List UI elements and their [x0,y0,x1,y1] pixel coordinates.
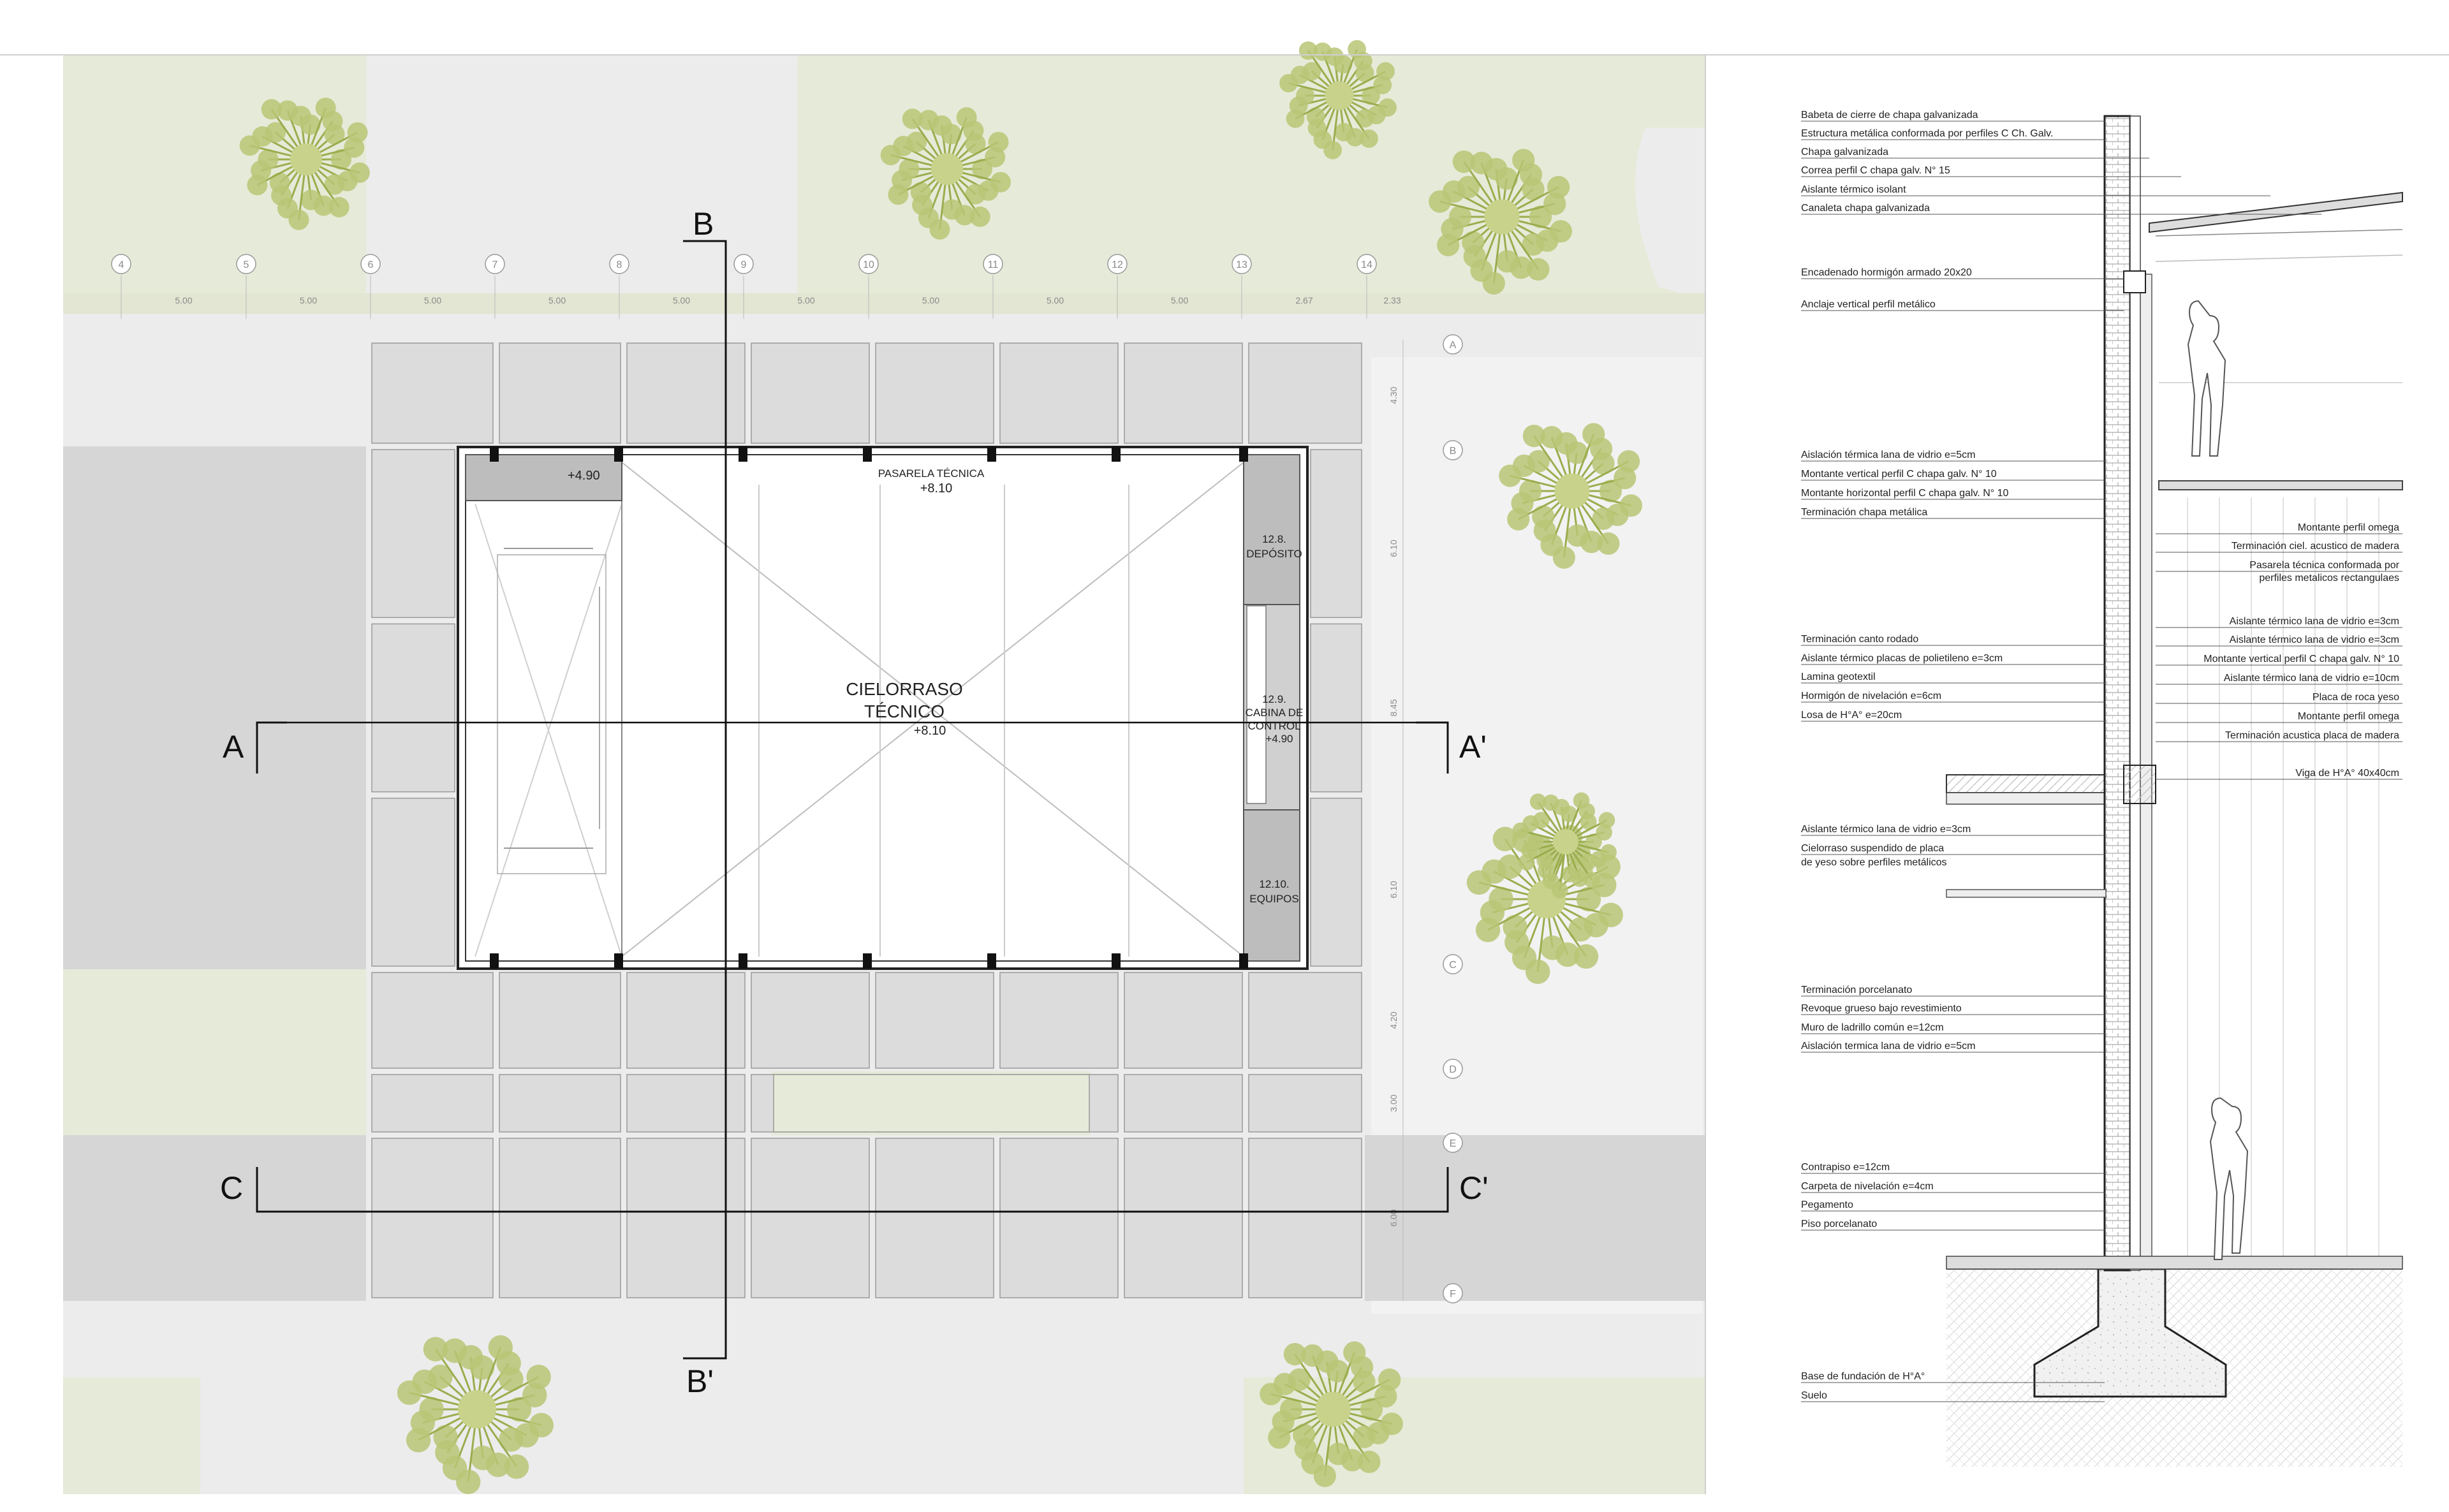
section-label: Carpeta de nivelación e=4cm [1801,1181,1934,1192]
row-dimension: 3.00 [1388,1094,1399,1112]
equipos-name: EQUIPOS [1249,893,1299,905]
section-marker-b-top: B [693,206,714,242]
structural-column [863,446,872,462]
pasarela-label: PASARELA TÉCNICA [878,467,985,480]
grid-letter-marker [1443,1133,1462,1152]
paving-tile [1311,624,1362,791]
paving-tile [1124,343,1242,443]
svg-text:8: 8 [616,260,622,270]
section-marker-a-right: A' [1459,729,1487,765]
section-label: Placa de roca yeso [2312,692,2399,703]
section-label: Terminación chapa metálica [1801,507,1928,518]
paving-tile [372,1138,493,1298]
equipos-number: 12.10. [1259,878,1290,890]
grid-dimension: 5.00 [175,295,193,305]
leader-lines [1801,121,2402,1402]
svg-text:7: 7 [492,260,498,270]
section-label: Piso porcelanato [1801,1219,1878,1229]
section-label: Encadenado hormigón armado 20x20 [1801,267,1972,278]
paving-tile [1000,1138,1118,1298]
grid-dimension: 5.00 [922,295,940,305]
svg-text:D: D [1449,1064,1457,1075]
section-label: Montante vertical perfil C chapa galv. N° 10 [1801,469,1997,480]
paving-tile [1000,973,1118,1068]
section-labels-right [2203,522,2399,779]
paving-tile [1311,798,1362,966]
person-figure [2210,1098,2247,1259]
svg-text:12: 12 [1112,260,1123,270]
structural-column [490,446,499,462]
dark-band [63,446,366,969]
grid-dimension: 5.00 [548,295,566,305]
paving-tile [751,973,869,1068]
paving-tile [372,973,493,1068]
structural-column [987,953,996,969]
svg-text:13: 13 [1236,260,1247,270]
section-label: Aislante térmico isolant [1801,184,1906,195]
row-dimension: 6.00 [1388,1209,1399,1227]
suspended-ceiling [1946,890,2106,897]
dark-band [63,1135,366,1301]
paving-tile [372,450,455,617]
structural-column [1239,953,1248,969]
grid-dimension: 5.00 [1170,295,1189,305]
section-label: Terminación acustica placa de madera [2225,730,2399,741]
row-dimension: 6.10 [1388,539,1399,557]
svg-text:E: E [1449,1138,1457,1149]
deposito-number: 12.8. [1262,533,1286,545]
section-label: Babeta de cierre de chapa galvanizada [1801,110,1978,121]
section-label: Viga de H°A° 40x40cm [2295,768,2399,779]
structural-column [614,446,623,462]
stair-level: +4.90 [568,469,600,483]
paving-tile [1124,1138,1242,1298]
section-label: Hormigón de nivelación e=6cm [1801,691,1942,701]
wall-section-detail [1801,110,2402,1467]
section-label: Terminación canto rodado [1801,634,1919,645]
grid-dimension: 5.00 [672,295,691,305]
grid-letter-marker [1443,955,1462,974]
section-label: perfiles metalicos rectangulaes [2259,573,2399,584]
paving-tile [751,1138,869,1298]
section-label: Canaleta chapa galvanizada [1801,203,1930,214]
beam [2124,765,2156,804]
section-label: Aislante térmico lana de vidrio e=3cm [2229,616,2399,627]
svg-text:5: 5 [243,260,249,270]
section-label: Pasarela técnica conformada por [2249,560,2399,571]
svg-text:11: 11 [987,260,999,270]
deposito [1244,455,1300,605]
paving-tile [1249,343,1362,443]
section-label: Muro de ladrillo común e=12cm [1801,1022,1944,1033]
section-label: Estructura metálica conformada por perfiles C Ch. Galv. [1801,128,2054,139]
grid-dimension: 5.00 [797,295,815,305]
section-marker-a-left: A [223,729,244,765]
paving-tile [1249,1138,1362,1298]
section-label: de yeso sobre perfiles metálicos [1801,857,1947,868]
cielorraso-line2: TÉCNICO [864,701,945,721]
section-label: Terminación porcelanato [1801,985,1913,995]
paving-tile [627,343,745,443]
section-marker-c-right: C' [1459,1170,1489,1206]
row-dimension: 4.20 [1388,1011,1399,1029]
section-label: Base de fundación de H°A° [1801,1371,1925,1382]
grid-dimension: 5.00 [423,295,442,305]
paving-tile [876,343,994,443]
section-marker-c-left: C [220,1170,244,1206]
svg-text:10: 10 [863,260,874,270]
paving-tile [627,973,745,1068]
section-label: Aislación termica lana de vidrio e=5cm [1801,1041,1976,1052]
paving-tile [372,798,455,966]
dark-band [1365,1135,1705,1301]
row-dimension: 6.10 [1388,881,1399,899]
section-label: Cielorraso suspendido de placa [1801,843,1945,854]
paving-tile [1124,1075,1242,1132]
paving-tile [1249,1075,1362,1132]
structural-column [614,953,623,969]
grid-letter-marker [1443,335,1462,354]
green-area [63,1377,200,1494]
grid-dimension: 2.67 [1295,295,1313,305]
pasarela-level: +8.10 [920,481,953,495]
structural-column [490,953,499,969]
section-label: Lamina geotextil [1801,672,1876,682]
paving-tile [627,1075,745,1132]
floor [1946,1256,2402,1269]
section-label: Montante vertical perfil C chapa galv. N° 10 [2203,654,2399,664]
paving-tile [499,973,621,1068]
cabina-line1: CABINA DE [1245,707,1304,719]
paving-tile [1000,343,1118,443]
svg-text:4: 4 [118,260,124,270]
section-labels-left [1801,110,2053,1401]
section-label: Terminación ciel. acustico de madera [2231,541,2399,552]
svg-text:14: 14 [1361,260,1372,270]
paving-tile [627,1138,745,1298]
roof-sheet [2149,193,2402,232]
cabina-number: 12.9. [1262,693,1286,705]
section-label: Anclaje vertical perfil metálico [1801,299,1936,310]
section-label: Aislante térmico lana de vidrio e=10cm [2223,673,2399,684]
paving-tile [1249,973,1362,1068]
section-label: Montante perfil omega [2297,522,2399,533]
section-marker-b-bottom: B' [686,1363,714,1399]
paving-tile [372,624,455,791]
section-label: Montante perfil omega [2297,711,2399,722]
structural-column [739,953,747,969]
chain-beam [2124,271,2145,293]
section-label: Aislación térmica lana de vidrio e=5cm [1801,450,1976,460]
svg-text:B: B [1449,446,1457,457]
planter [774,1075,1089,1132]
svg-text:A: A [1449,340,1457,351]
section-label: Losa de H°A° e=20cm [1801,710,1902,721]
section-label: Aislante térmico lana de vidrio e=3cm [2229,635,2399,645]
paving-tile [876,1138,994,1298]
paving-tile [1311,450,1362,617]
grid-dimension: 5.00 [299,295,318,305]
grid-letter-marker [1443,1284,1462,1303]
site-plan [63,40,1705,1494]
structural-column [739,446,747,462]
cielorraso-level: +8.10 [913,724,946,738]
section-label: Revoque grueso bajo revestimiento [1801,1003,1962,1014]
cielorraso-line1: CIELORRASO [846,679,963,699]
green-area [63,55,366,313]
section-label: Pegamento [1801,1200,1853,1210]
section-label: Suelo [1801,1390,1827,1401]
grid-letter-marker [1443,441,1462,460]
paving-tile [499,343,621,443]
roof-slab [1946,775,2119,793]
catwalk [2159,481,2402,490]
section-label: Contrapiso e=12cm [1801,1162,1890,1173]
section-label: Aislante térmico lana de vidrio e=3cm [1801,824,1971,835]
green-area [63,969,366,1135]
section-label: Correa perfil C chapa galv. N° 15 [1801,165,1950,176]
structural-column [1112,953,1121,969]
svg-text:F: F [1450,1289,1456,1300]
paving-tile [751,343,869,443]
paving-tile [876,973,994,1068]
row-dimension: 4.30 [1388,386,1399,404]
deposito-name: DEPÓSITO [1246,548,1302,560]
cabina-level: +4.90 [1265,733,1293,745]
structural-column [1112,446,1121,462]
paving-tile [499,1138,621,1298]
cabina-line2: CONTROL [1247,720,1301,732]
paving-tile [372,1075,493,1132]
grid-dimension: 5.00 [1046,295,1064,305]
svg-text:9: 9 [740,260,747,270]
section-label: Chapa galvanizada [1801,147,1888,158]
svg-text:C: C [1449,960,1457,971]
grid-dimension: 2.33 [1383,295,1401,305]
section-label: Aislante térmico placas de polietileno e=3cm [1801,653,2003,664]
paving-tile [499,1075,621,1132]
svg-text:6: 6 [367,260,374,270]
row-dimension: 8.45 [1388,699,1399,717]
paving-tile [1124,973,1242,1068]
structural-column [863,953,872,969]
structural-column [987,446,996,462]
person-figure [2188,301,2225,456]
structural-column [1239,446,1248,462]
section-label: Montante horizontal perfil C chapa galv. N° 10 [1801,488,2009,499]
grid-letter-marker [1443,1059,1462,1078]
paving-tile [372,343,493,443]
